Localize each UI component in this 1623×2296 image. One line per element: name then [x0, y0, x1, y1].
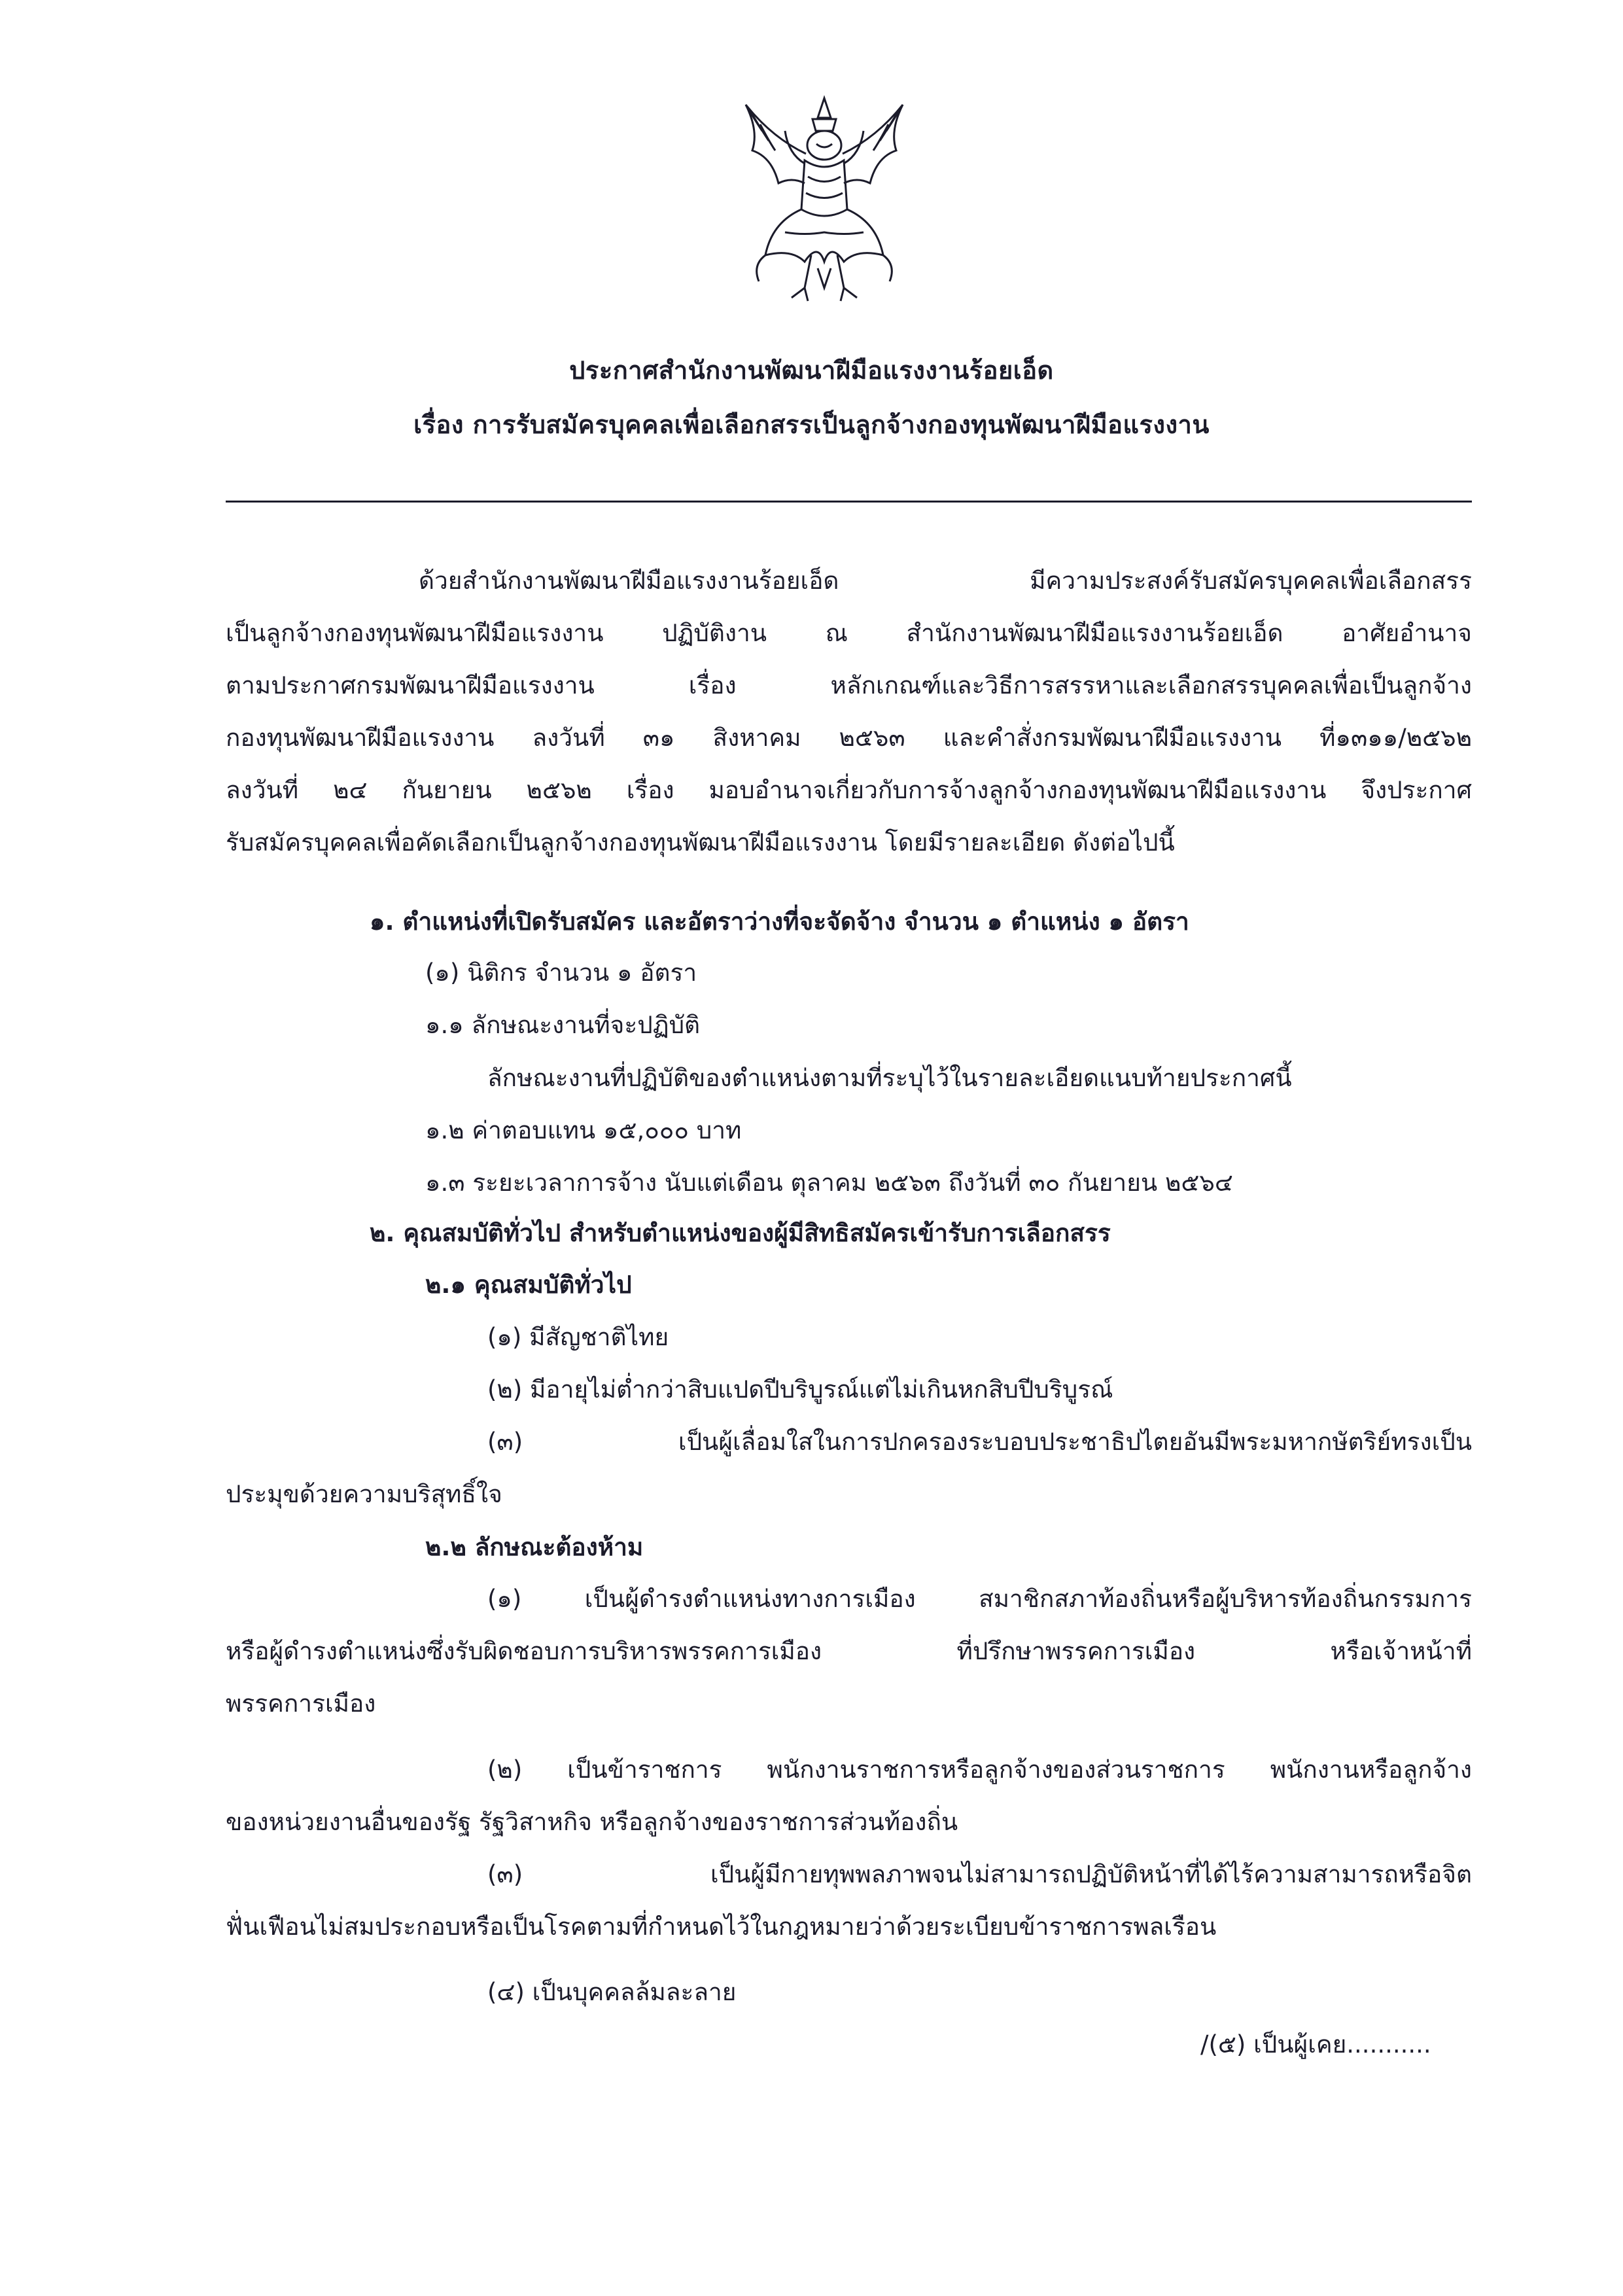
section-2-1-heading: ๒.๑ คุณสมบัติทั่วไป — [425, 1271, 632, 1299]
continuation-note: /(๕) เป็นผู้เคย........... — [1200, 2030, 1431, 2058]
section-2-2-item-1-line-1: (๑) เป็นผู้ดำรงตำแหน่งทางการเมือง สมาชิกสภาท้องถิ่นหรือผู้บริหารท้องถิ่นกรรมการ — [487, 1585, 1472, 1613]
intro-line-2: เป็นลูกจ้างกองทุนพัฒนาฝีมือแรงงาน ปฏิบัติงาน ณ สำนักงานพัฒนาฝีมือแรงงานร้อยเอ็ด อาศัยอำนาจ — [226, 619, 1472, 647]
section-2-1-item-3-line-1: (๓) เป็นผู้เลื่อมใสในการปกครองระบอบประชาธิปไตยอันมีพระมหากษัตริย์ทรงเป็น — [487, 1428, 1472, 1456]
section-2-1-item-2: (๒) มีอายุไม่ต่ำกว่าสิบแปดปีบริบูรณ์แต่ไม่เกินหกสิบปีบริบูรณ์ — [487, 1375, 1113, 1404]
announcement-title: ประกาศสำนักงานพัฒนาฝีมือแรงงานร้อยเอ็ด — [569, 356, 1054, 385]
section-2-1-item-3-line-2: ประมุขด้วยความบริสุทธิ์ใจ — [226, 1480, 502, 1508]
section-2-heading: ๒. คุณสมบัติทั่วไป สำหรับตำแหน่งของผู้มีสิทธิสมัครเข้ารับการเลือกสรร — [370, 1219, 1111, 1247]
intro-line-3: ตามประกาศกรมพัฒนาฝีมือแรงงาน เรื่อง หลักเกณฑ์และวิธีการสรรหาและเลือกสรรบุคคลเพื่อเป็นลูกจ้าง — [226, 671, 1472, 699]
section-2-2-item-3-line-2: ฟั่นเฟือนไม่สมประกอบหรือเป็นโรคตามที่กำหนดไว้ในกฎหมายว่าด้วยระเบียบข้าราชการพลเรือน — [226, 1913, 1217, 1941]
intro-line-1: ด้วยสำนักงานพัฒนาฝีมือแรงงานร้อยเอ็ด มีความประสงค์รับสมัครบุคคลเพื่อเลือกสรร — [419, 567, 1472, 595]
section-1-heading: ๑. ตำแหน่งที่เปิดรับสมัคร และอัตราว่างที่จะจัดจ้าง จำนวน ๑ ตำแหน่ง ๑ อัตรา — [370, 908, 1189, 936]
section-1-2: ๑.๒ ค่าตอบแทน ๑๕,๐๐๐ บาท — [425, 1116, 742, 1144]
section-2-2-item-1-line-3: พรรคการเมือง — [226, 1689, 376, 1718]
section-1-3: ๑.๓ ระยะเวลาการจ้าง นับแต่เดือน ตุลาคม ๒๕๖๓ ถึงวันที่ ๓๐ กันยายน ๒๕๖๔ — [425, 1169, 1233, 1197]
section-1-1-text: ลักษณะงานที่ปฏิบัติของตำแหน่งตามที่ระบุไว้ในรายละเอียดแนบท้ายประกาศนี้ — [487, 1064, 1292, 1092]
section-2-2-heading: ๒.๒ ลักษณะต้องห้าม — [425, 1533, 644, 1561]
section-2-2-item-1-line-2: หรือผู้ดำรงตำแหน่งซึ่งรับผิดชอบการบริหารพรรคการเมือง ที่ปรึกษาพรรคการเมือง หรือเจ้าหน้าที่ — [226, 1637, 1472, 1665]
intro-line-5: ลงวันที่ ๒๔ กันยายน ๒๕๖๒ เรื่อง มอบอำนาจเกี่ยวกับการจ้างลูกจ้างกองทุนพัฒนาฝีมือแรงงาน จึงประกาศ — [226, 776, 1472, 804]
garuda-emblem-icon — [726, 92, 922, 308]
section-2-2-item-2-line-1: (๒) เป็นข้าราชการ พนักงานราชการหรือลูกจ้างของส่วนราชการ พนักงานหรือลูกจ้าง — [487, 1756, 1472, 1784]
section-2-2-item-2-line-2: ของหน่วยงานอื่นของรัฐ รัฐวิสาหกิจ หรือลูกจ้างของราชการส่วนท้องถิ่น — [226, 1808, 958, 1836]
intro-line-4: กองทุนพัฒนาฝีมือแรงงาน ลงวันที่ ๓๑ สิงหาคม ๒๕๖๓ และคำสั่งกรมพัฒนาฝีมือแรงงาน ที่๑๓๑๑/๒๕๖๒ — [226, 724, 1472, 752]
title-divider — [226, 501, 1472, 503]
section-2-2-item-3-line-1: (๓) เป็นผู้มีกายทุพพลภาพจนไม่สามารถปฏิบัติหน้าที่ได้ไร้ความสามารถหรือจิต — [487, 1860, 1472, 1888]
section-2-2-item-4: (๔) เป็นบุคคลล้มละลาย — [487, 1978, 737, 2006]
section-1-item-1: (๑) นิติกร จำนวน ๑ อัตรา — [425, 959, 697, 987]
section-1-1-label: ๑.๑ ลักษณะงานที่จะปฏิบัติ — [425, 1011, 701, 1039]
section-2-1-item-1: (๑) มีสัญชาติไทย — [487, 1323, 669, 1351]
announcement-subject: เรื่อง การรับสมัครบุคคลเพื่อเลือกสรรเป็นลูกจ้างกองทุนพัฒนาฝีมือแรงงาน — [413, 410, 1210, 439]
intro-line-6: รับสมัครบุคคลเพื่อคัดเลือกเป็นลูกจ้างกองทุนพัฒนาฝีมือแรงงาน โดยมีรายละเอียด ดังต่อไปนี้ — [226, 828, 1175, 857]
